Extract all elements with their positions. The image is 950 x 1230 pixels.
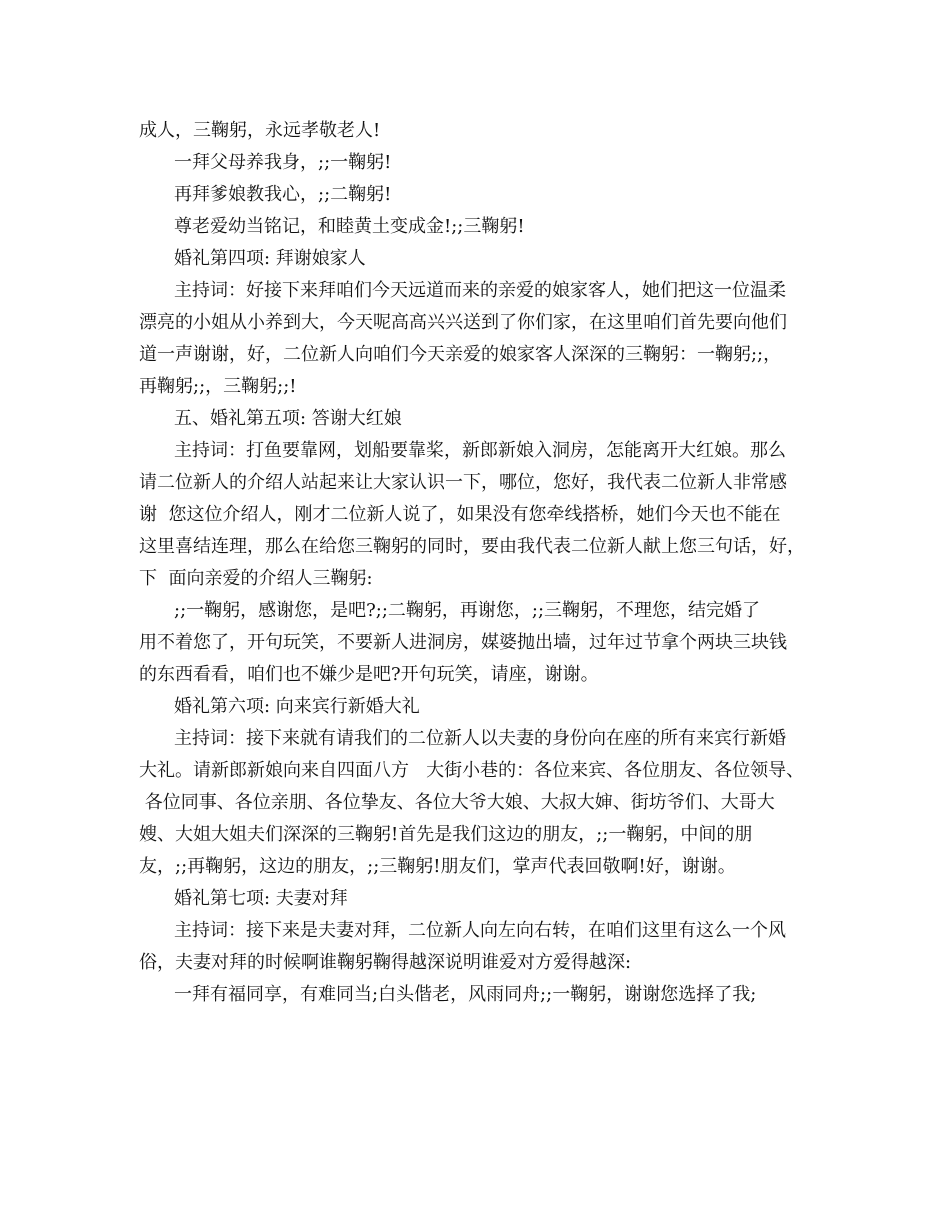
text-line: 道一声谢谢，好，二位新人向咱们今天亲爱的娘家客人深深的三鞠躬：一鞠躬;;， — [139, 344, 782, 365]
text-line: 的东西看看，咱们也不嫌少是吧?开句玩笑，请座，谢谢。 — [139, 664, 599, 685]
text-line: 主持词：接下来就有请我们的二位新人以夫妻的身份向在座的所有来宾行新婚 — [174, 728, 786, 749]
text-line: 俗，夫妻对拜的时候啊谁鞠躬鞠得越深说明谁爱对方爱得越深: — [139, 952, 632, 973]
text-line: 漂亮的小姐从小养到大，今天呢高高兴兴送到了你们家，在这里咱们首先要向他们 — [139, 312, 787, 333]
section-heading: 婚礼第四项: 拜谢娘家人 — [174, 248, 366, 269]
document-page — [139, 115, 829, 1011]
text-line: 这里喜结连理，那么在给您三鞠躬的同时，要由我代表二位新人献上您三句话，好， — [139, 536, 805, 557]
text-line: 谢 您这位介绍人，刚才二位新人说了，如果没有您牵线搭桥，她们今天也不能在 — [139, 504, 781, 525]
section-heading: 五、婚礼第五项: 答谢大红娘 — [174, 408, 402, 429]
text-line: 再拜爹娘教我心，;;二鞠躬! — [174, 184, 392, 205]
text-line: 一拜有福同享，有难同当;白头偕老，风雨同舟;;一鞠躬，谢谢您选择了我; — [174, 984, 757, 1005]
text-line: 主持词：接下来是夫妻对拜，二位新人向左向右转，在咱们这里有这么一个风 — [174, 920, 786, 941]
text-line: ;;一鞠躬，感谢您，是吧?;;二鞠躬，再谢您，;;三鞠躬，不理您，结完婚了 — [174, 600, 761, 621]
text-line: 一拜父母养我身，;;一鞠躬! — [174, 152, 392, 173]
text-line: 尊老爱幼当铭记，和睦黄土变成金!;;三鞠躬! — [174, 216, 525, 237]
text-line: 友，;;再鞠躬，这边的朋友，;;三鞠躬!朋友们，掌声代表回敬啊!好，谢谢。 — [139, 856, 736, 877]
text-line: 大礼。请新郎新娘向来自四面八方 大街小巷的：各位来宾、各位朋友、各位领导、 — [139, 760, 805, 781]
text-line: 用不着您了，开句玩笑，不要新人进洞房，媒婆抛出墙，过年过节拿个两块三块钱 — [139, 632, 787, 653]
text-line: 主持词：打鱼要靠网，划船要靠桨，新郎新娘入洞房，怎能离开大红娘。那么 — [174, 440, 786, 461]
text-line: 主持词：好接下来拜咱们今天远道而来的亲爱的娘家客人，她们把这一位温柔 — [174, 280, 786, 301]
text-line: 请二位新人的介绍人站起来让大家认识一下，哪位，您好，我代表二位新人非常感 — [139, 472, 787, 493]
text-line: 嫂、大姐大姐夫们深深的三鞠躬!首先是我们这边的朋友，;;一鞠躬，中间的朋 — [139, 824, 753, 845]
text-line: 各位同事、各位亲朋、各位挚友、各位大爷大娘、大叔大婶、街坊爷们、大哥大 — [139, 792, 775, 813]
section-heading: 婚礼第七项: 夫妻对拜 — [174, 888, 348, 909]
text-line: 再鞠躬;;，三鞠躬;;! — [139, 376, 297, 397]
section-heading: 婚礼第六项: 向来宾行新婚大礼 — [174, 696, 420, 717]
text-line: 下 面向亲爱的介绍人三鞠躬: — [139, 568, 373, 589]
text-line: 成人，三鞠躬，永远孝敬老人! — [139, 120, 381, 141]
